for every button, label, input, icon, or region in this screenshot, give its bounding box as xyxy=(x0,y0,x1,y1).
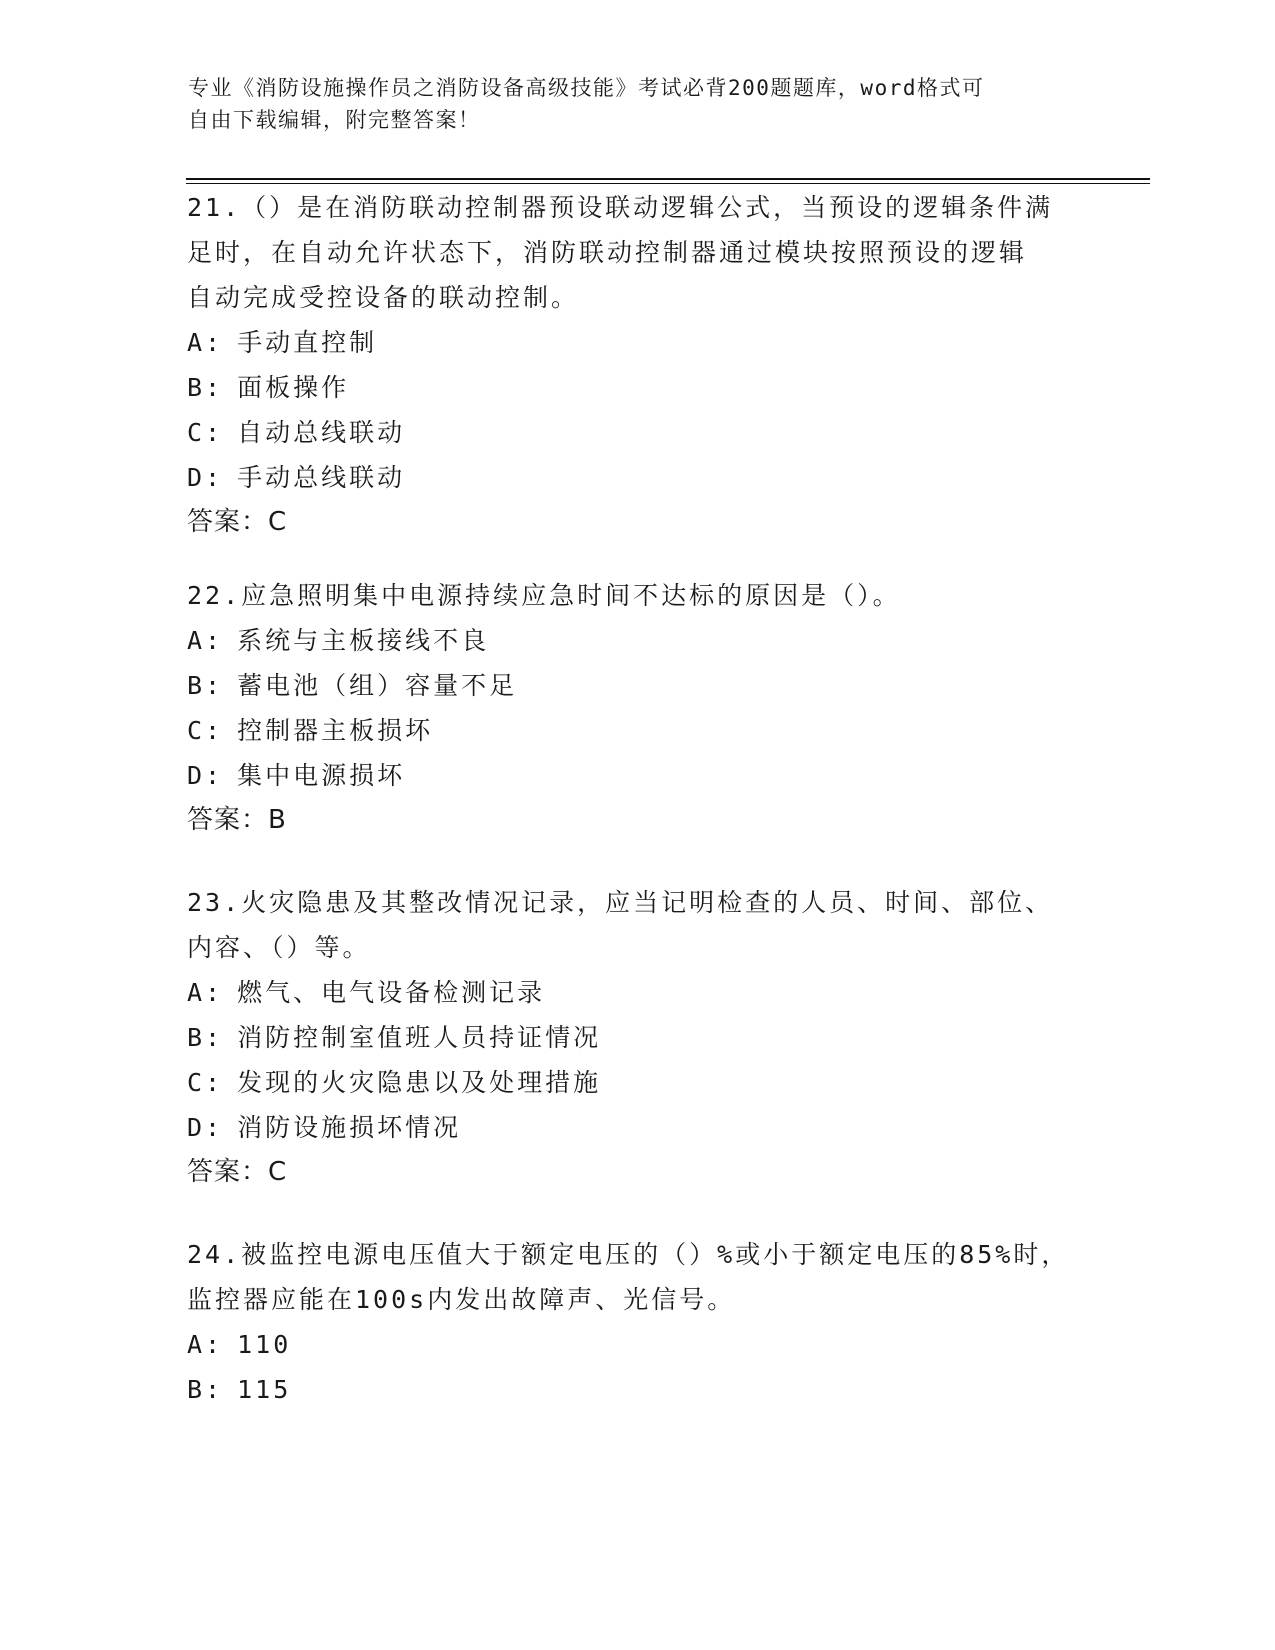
option-text: 集中电源损坏 xyxy=(237,761,406,790)
option-letter: B: xyxy=(187,373,224,402)
option-letter: B: xyxy=(187,1375,224,1404)
option-letter: A: xyxy=(187,1330,224,1359)
header-line-1: 专业《消防设施操作员之消防设备高级技能》考试必背200题题库，word格式可 xyxy=(188,76,985,100)
option-text: 面板操作 xyxy=(237,373,350,402)
option-d xyxy=(187,1105,1087,1150)
stem-line: 足时，在自动允许状态下，消防联动控制器通过模块按照预设的逻辑 xyxy=(187,238,1028,267)
option-letter: C: xyxy=(187,716,224,745)
option-letter: D: xyxy=(187,1113,224,1142)
question-stem xyxy=(187,1232,1087,1322)
option-text: 手动直控制 xyxy=(237,328,378,357)
option-b xyxy=(187,1015,1087,1060)
option-a xyxy=(187,618,1087,663)
option-d xyxy=(187,455,1087,500)
option-letter: A: xyxy=(187,978,224,1007)
option-letter: B: xyxy=(187,671,224,700)
question-22 xyxy=(187,573,1087,843)
option-letter: D: xyxy=(187,761,224,790)
option-c xyxy=(187,1060,1087,1105)
option-letter: A: xyxy=(187,626,224,655)
option-text: 手动总线联动 xyxy=(237,463,406,492)
question-23 xyxy=(187,880,1087,1195)
option-text: 燃气、电气设备检测记录 xyxy=(237,978,546,1007)
stem-line: 内容、（）等。 xyxy=(187,933,371,962)
option-text: 115 xyxy=(237,1375,292,1404)
option-a xyxy=(187,970,1087,1015)
option-text: 110 xyxy=(237,1330,292,1359)
option-text: 消防设施损坏情况 xyxy=(237,1113,462,1142)
option-b xyxy=(187,1367,1087,1412)
answer-line: 答案：C xyxy=(187,507,288,537)
option-letter: B: xyxy=(187,1023,224,1052)
option-text: 自动总线联动 xyxy=(237,418,406,447)
option-letter: C: xyxy=(187,418,224,447)
option-text: 消防控制室值班人员持证情况 xyxy=(237,1023,602,1052)
stem-line: 21.（）是在消防联动控制器预设联动逻辑公式，当预设的逻辑条件满 xyxy=(187,193,1054,222)
option-c xyxy=(187,410,1087,455)
option-d xyxy=(187,753,1087,798)
header-line-2: 自由下载编辑，附完整答案！ xyxy=(188,108,481,132)
stem-line: 自动完成受控设备的联动控制。 xyxy=(187,283,580,312)
option-letter: A: xyxy=(187,328,224,357)
stem-line: 24.被监控电源电压值大于额定电压的（）%或小于额定电压的85%时， xyxy=(187,1240,1070,1269)
option-text: 蓄电池（组）容量不足 xyxy=(237,671,518,700)
option-text: 系统与主板接线不良 xyxy=(237,626,490,655)
option-c xyxy=(187,708,1087,753)
stem-line: 22.应急照明集中电源持续应急时间不达标的原因是（）。 xyxy=(187,581,901,610)
option-b xyxy=(187,365,1087,410)
question-stem xyxy=(187,573,1087,618)
stem-line: 23.火灾隐患及其整改情况记录，应当记明检查的人员、时间、部位、 xyxy=(187,888,1054,917)
option-a xyxy=(187,1322,1087,1367)
header-divider-thin xyxy=(186,183,1150,184)
header-divider-thick xyxy=(186,178,1150,180)
option-letter: C: xyxy=(187,1068,224,1097)
option-text: 发现的火灾隐患以及处理措施 xyxy=(237,1068,602,1097)
option-b xyxy=(187,663,1087,708)
question-stem xyxy=(187,185,1087,320)
answer-line: 答案：B xyxy=(187,805,287,835)
stem-line: 监控器应能在100s内发出故障声、光信号。 xyxy=(187,1285,736,1314)
option-letter: D: xyxy=(187,463,224,492)
document-header xyxy=(188,72,1068,136)
question-24 xyxy=(187,1232,1087,1412)
question-21 xyxy=(187,185,1087,545)
answer-line: 答案：C xyxy=(187,1157,288,1187)
question-stem xyxy=(187,880,1087,970)
option-a xyxy=(187,320,1087,365)
option-text: 控制器主板损坏 xyxy=(237,716,434,745)
